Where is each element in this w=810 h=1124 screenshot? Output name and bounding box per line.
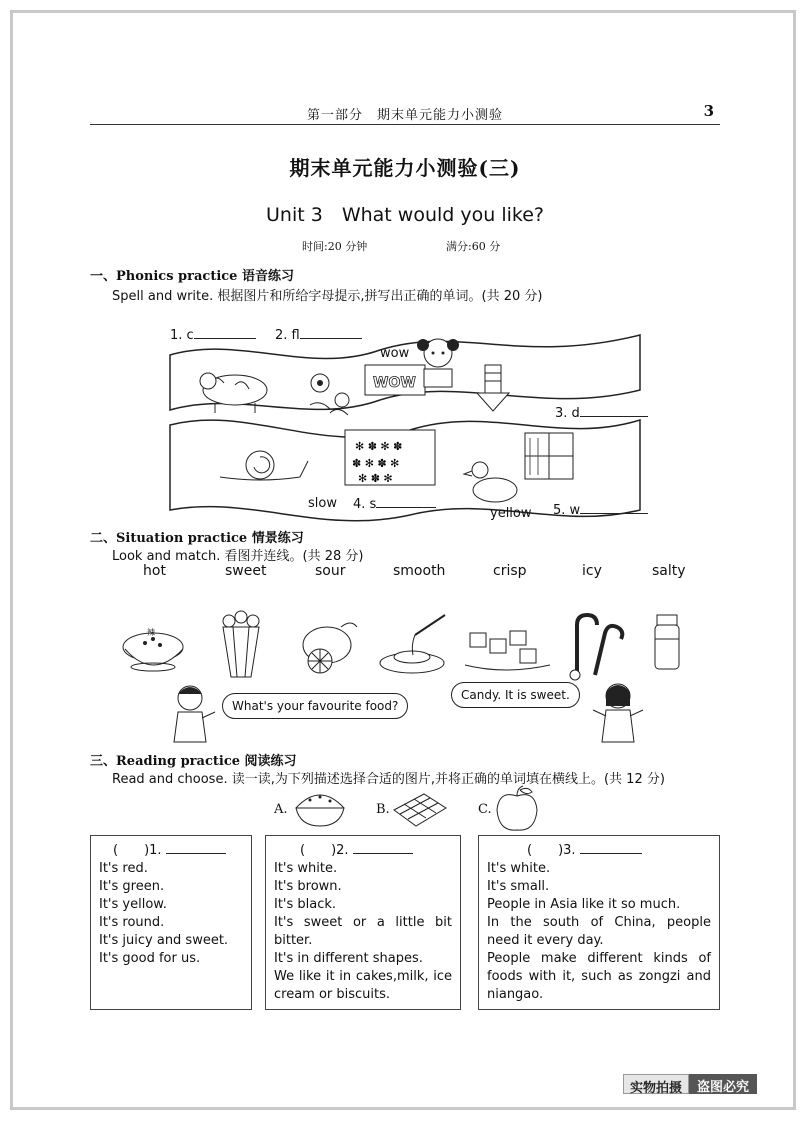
running-title: 第一部分 期末单元能力小测验 [306, 108, 503, 123]
chocolate-bar-icon [392, 792, 448, 828]
clue-line: It's white. [487, 861, 551, 876]
clue-line: It's white. [274, 861, 338, 876]
answer-blank[interactable] [376, 507, 436, 508]
rice-bowl-icon [292, 788, 348, 828]
wow-label: wow [380, 346, 410, 361]
reading-box-3 [478, 835, 720, 1010]
match-word-sweet[interactable]: sweet [225, 563, 267, 579]
honey-plate-icon [380, 615, 445, 673]
time-limit: 时间:20 分钟 [302, 240, 368, 253]
slow-label: slow [308, 496, 337, 511]
answer-blank[interactable] [353, 853, 413, 854]
popcorn-icon [223, 611, 259, 677]
section2-instruction: Look and match. 看图并连线。(共 28 分) [112, 549, 364, 564]
clue-line: It's good for us. [99, 951, 201, 966]
match-word-icy[interactable]: icy [582, 563, 602, 579]
clue-line: It's round. [99, 915, 165, 930]
snowflakes-icon [345, 430, 435, 485]
match-word-salty[interactable]: salty [652, 563, 686, 579]
answer-blank[interactable] [166, 853, 226, 854]
phonics-item-2: 2. fl [275, 328, 362, 343]
answer-blank[interactable] [194, 338, 256, 339]
clue-line: People make different kinds of foods with it, such as zongzi and niangao. [487, 951, 711, 1002]
watermark-left: 实物拍摄 [623, 1074, 689, 1094]
page-title: 期末单元能力小测验(三) [289, 156, 521, 180]
answer-blank[interactable] [580, 416, 648, 417]
girl-left-icon [160, 682, 220, 752]
bowl-label: 辣 [147, 628, 155, 637]
option-a-label: A. [274, 802, 288, 817]
question-number: ( )1. [113, 843, 162, 858]
section1-instruction: Spell and write. 根据图片和所给字母提示,拼写出正确的单词。(共 20 分) [112, 289, 543, 304]
section3-heading: 三、Reading practice 阅读练习 [90, 754, 297, 769]
down-arrow-icon [477, 365, 509, 411]
phonics-item-4: 4. s [353, 497, 436, 512]
page-number: 3 [703, 102, 714, 120]
clue-line: It's green. [99, 879, 165, 894]
svg-text:✽ ✻ ✽ ✻: ✽ ✻ ✽ ✻ [352, 457, 400, 470]
clue-line: We like it in cakes,milk, ice cream or biscuits. [274, 969, 452, 1002]
section1-heading: 一、Phonics practice 语音练习 [90, 269, 294, 284]
wow-sign-text: WOW [373, 375, 416, 391]
option-c-label: C. [478, 802, 492, 817]
svg-text:✻ ✽ ✻: ✻ ✽ ✻ [358, 472, 393, 485]
question-number: ( )3. [527, 843, 576, 858]
option-b-label: B. [376, 802, 390, 817]
match-word-sour[interactable]: sour [315, 563, 346, 579]
ice-cubes-icon [465, 631, 550, 670]
watermark-right: 盗图必究 [689, 1074, 757, 1094]
answer-blank[interactable] [300, 338, 362, 339]
duck-icon [464, 462, 517, 502]
speech-bubble-right: Candy. It is sweet. [451, 682, 580, 708]
clue-line: It's red. [99, 861, 148, 876]
apple-icon [494, 784, 540, 832]
clue-line: It's sweet or a little bit bitter. [274, 915, 452, 948]
answer-blank[interactable] [580, 853, 642, 854]
salt-shaker-icon [655, 615, 679, 669]
cow-icon [200, 373, 267, 413]
clue-line: It's juicy and sweet. [99, 933, 229, 948]
reading-box-2 [265, 835, 461, 1010]
page-subtitle: Unit 3 What would you like? [266, 204, 544, 226]
window-icon [525, 433, 573, 479]
section2-heading: 二、Situation practice 情景练习 [90, 531, 304, 546]
svg-text:✻ ✽ ✻ ✽: ✻ ✽ ✻ ✽ [355, 440, 403, 453]
full-score: 满分:60 分 [446, 240, 501, 253]
clue-line: It's brown. [274, 879, 342, 894]
question-number: ( )2. [300, 843, 349, 858]
phonics-item-5: 5. w [553, 503, 648, 518]
yellow-label: yellow [490, 506, 532, 521]
clue-line: It's in different shapes. [274, 951, 423, 966]
watermark-stamp [623, 1074, 757, 1094]
speech-bubble-left: What's your favourite food? [222, 693, 408, 719]
girl-right-icon [588, 680, 648, 750]
snail-icon [220, 451, 308, 480]
clue-line: People in Asia like it so much. [487, 897, 681, 912]
running-header [90, 100, 720, 125]
reading-box-1 [90, 835, 252, 1010]
match-word-crisp[interactable]: crisp [493, 563, 527, 579]
hot-pot-icon [123, 627, 183, 671]
clue-line: In the south of China, people need it every day. [487, 915, 711, 948]
phonics-item-1: 1. c [170, 328, 256, 343]
answer-blank[interactable] [580, 513, 648, 514]
section3-instruction: Read and choose. 读一读,为下列描述选择合适的图片,并将正确的单词填在横线上。(共 12 分) [112, 772, 665, 787]
lemon-icon [303, 623, 357, 673]
wow-sign-icon [365, 365, 425, 395]
food-pictures [115, 605, 695, 685]
clue-line: It's small. [487, 879, 550, 894]
clue-line: It's yellow. [99, 897, 167, 912]
match-word-hot[interactable]: hot [143, 563, 166, 579]
candy-icon [570, 615, 622, 680]
clue-line: It's black. [274, 897, 337, 912]
phonics-item-3: 3. d [555, 406, 648, 421]
match-word-smooth[interactable]: smooth [393, 563, 446, 579]
